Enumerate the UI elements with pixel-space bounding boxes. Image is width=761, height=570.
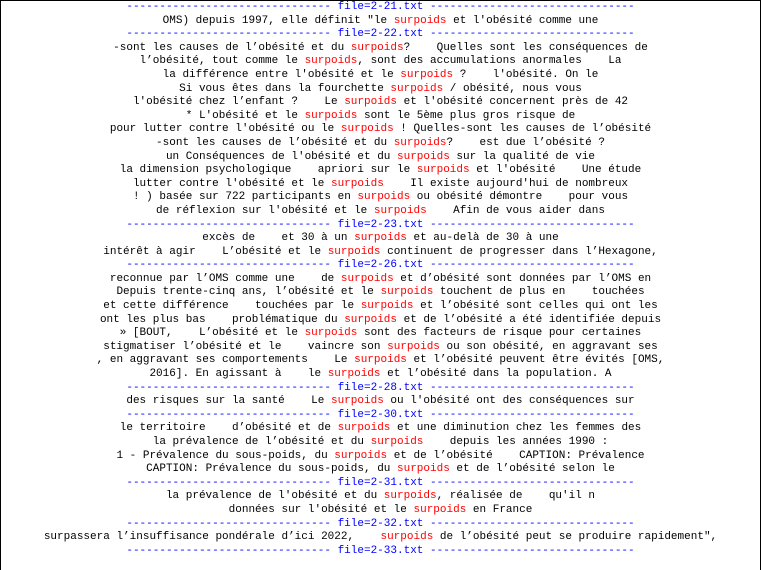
left-context: l'obésité chez l’enfant ? Le [132, 96, 345, 109]
right-context: ? est due l’obésité ? [446, 136, 605, 149]
keyword-highlight: surpoids [337, 422, 391, 435]
left-context: données sur l'obésité et le [228, 503, 414, 516]
left-context: -sont les causes de l’obésité et du [156, 136, 394, 149]
right-context: et de l’obésité CAPTION: Prévalence [387, 449, 645, 462]
concordance-line [1, 15, 760, 29]
concordance-line [1, 504, 760, 518]
right-context: et au-delà de 30 à une [406, 232, 559, 245]
file-separator: ------------------------------- file=2-22.txt ------------------------------- [126, 28, 635, 41]
concordance-line [1, 422, 760, 436]
right-context: et une diminution chez les femmes des [390, 422, 642, 435]
keyword-highlight: surpoids [354, 354, 407, 367]
concordance-line [1, 83, 760, 97]
keyword-highlight: surpoids [350, 41, 404, 54]
file-separator: ------------------------------- file=2-23.txt ------------------------------- [126, 218, 635, 231]
keyword-highlight: surpoids [330, 177, 384, 190]
left-context: de réflexion sur l'obésité et le [156, 204, 374, 217]
concordance-line [1, 395, 760, 409]
keyword-highlight: surpoids [344, 313, 397, 326]
concordance-line [1, 341, 760, 355]
right-context: touchent de plus en touchées [433, 286, 645, 299]
right-context: continuent de progresser dans l’Hexagone, [380, 245, 658, 258]
concordance-line [1, 531, 760, 545]
right-context: et l’obésité dans la population. A [380, 368, 612, 381]
left-context: pour lutter contre l'obésité ou le [109, 123, 341, 136]
right-context: ? Quelles sont les conséquences de [403, 41, 648, 54]
right-context: ? l'obésité. On le [453, 68, 599, 81]
file-separator: ------------------------------- file=2-26.txt ------------------------------- [126, 259, 635, 272]
keyword-highlight: surpoids [380, 286, 434, 299]
left-context: la dimension psychologique apriori sur le [119, 164, 417, 177]
keyword-highlight: surpoids [393, 14, 447, 27]
keyword-highlight: surpoids [383, 490, 437, 503]
right-context: , réalisée de qu'il n [436, 490, 596, 503]
keyword-highlight: surpoids [340, 272, 394, 285]
right-context: Afin de vous aider dans [426, 204, 605, 217]
left-context: 1 - Prévalence du sous-poids, du [116, 449, 335, 462]
left-context: reconnue par l’OMS comme une de [109, 272, 341, 285]
concordance-line [1, 205, 760, 219]
keyword-highlight: surpoids [340, 123, 394, 136]
left-context: , en aggravant ses comportements Le [96, 354, 355, 367]
right-context: et de l’obésité selon le [449, 463, 615, 476]
right-context: , sont des accumulations anormales La [357, 55, 622, 68]
left-context: lutter contre l'obésité et le [132, 177, 331, 190]
file-separator: ------------------------------- file=2-28.txt ------------------------------- [126, 381, 635, 394]
keyword-highlight: surpoids [304, 327, 358, 340]
left-context: Depuis trente-cinq ans, l’obésité et le [116, 286, 381, 299]
keyword-highlight: surpoids [390, 82, 444, 95]
concordance-line [1, 151, 760, 165]
concordance-line [1, 273, 760, 287]
left-context: OMS) depuis 1997, elle définit "le [162, 14, 394, 27]
concordance-line [1, 450, 760, 464]
concordance-line [1, 178, 760, 192]
concordance-lines [1, 1, 760, 558]
concordance-line [1, 246, 760, 260]
concordance-line [1, 232, 760, 246]
left-context: 2016]. En agissant à le [149, 368, 328, 381]
file-separator: ------------------------------- file=2-33.txt ------------------------------- [126, 544, 635, 557]
keyword-highlight: surpoids [400, 68, 454, 81]
file-separator: ------------------------------- file=2-31.txt ------------------------------- [126, 476, 635, 489]
right-context: et d’obésité sont données par l’OMS en [393, 272, 652, 285]
concordance-line [1, 354, 760, 368]
file-separator: ------------------------------- file=2-32.txt ------------------------------- [126, 517, 635, 530]
concordance-line [1, 55, 760, 69]
file-separator: ------------------------------- file=2-21.txt ------------------------------- [126, 1, 635, 13]
keyword-highlight: surpoids [304, 109, 358, 122]
left-context: excès de et 30 à un [202, 232, 355, 245]
right-context: et l'obésité comme une [446, 14, 599, 27]
concordance-line [1, 110, 760, 124]
right-context: ! Quelles-sont les causes de l’obésité [393, 123, 652, 136]
left-context: -sont les causes de l’obésité et du [113, 41, 351, 54]
concordance-line [1, 436, 760, 450]
left-context: * L'obésité et le [185, 109, 305, 122]
concordance-line [1, 327, 760, 341]
keyword-highlight: surpoids [334, 449, 388, 462]
left-context: ! ) basée sur 722 participants en [132, 191, 358, 204]
concordance-line [1, 164, 760, 178]
keyword-highlight: surpoids [330, 395, 384, 408]
concordance-line [1, 69, 760, 83]
keyword-highlight: surpoids [416, 164, 470, 177]
file-separator: ------------------------------- file=2-30.txt ------------------------------- [126, 408, 635, 421]
keyword-highlight: surpoids [397, 463, 450, 476]
right-context: sont le 5ème plus gros risque de [357, 109, 576, 122]
concordance-line [1, 300, 760, 314]
left-context: intérêt à agir L’obésité et le [103, 245, 328, 258]
keyword-highlight: surpoids [413, 503, 467, 516]
right-context: sont des facteurs de risque pour certaines [357, 327, 642, 340]
concordance-line [1, 463, 760, 477]
left-context: CAPTION: Prévalence du sous-poids, du [146, 463, 397, 476]
right-context: ou son obésité, en aggravant ses [439, 340, 658, 353]
keyword-highlight: surpoids [387, 340, 440, 353]
keyword-highlight: surpoids [380, 531, 434, 544]
keyword-highlight: surpoids [357, 191, 411, 204]
right-context: et l'obésité concernent près de 42 [397, 96, 629, 109]
keyword-highlight: surpoids [327, 245, 381, 258]
right-context: de l’obésité peut se produire rapidement", [433, 531, 718, 544]
left-context: un Conséquences de l'obésité et du [165, 150, 397, 163]
right-context: et l’obésité peuvent être évités [OMS, [406, 354, 665, 367]
concordance-line [1, 286, 760, 300]
keyword-highlight: surpoids [370, 436, 424, 448]
keyword-highlight: surpoids [360, 300, 414, 313]
concordance-line [1, 191, 760, 205]
left-context: l’obésité, tout comme le [139, 55, 305, 68]
left-context: surpassera l’insuffisance pondérale d’ici 2022, [43, 531, 381, 544]
right-context: depuis les années 1990 : [423, 436, 609, 448]
right-context: Il existe aujourd'hui de nombreux [383, 177, 629, 190]
concordance-line [1, 96, 760, 110]
left-context: stigmatiser l’obésité et le vaincre son [103, 340, 388, 353]
right-context: et l'obésité Une étude [469, 164, 642, 177]
left-context: la prévalence de l’obésité et du [152, 436, 371, 448]
left-context: des risques sur la santé Le [126, 395, 331, 408]
left-context: la prévalence de l'obésité et du [165, 490, 384, 503]
keyword-highlight: surpoids [354, 232, 407, 245]
right-context: ou l'obésité ont des conséquences sur [383, 395, 635, 408]
right-context: / obésité, nous vous [443, 82, 582, 95]
left-context: la différence entre l'obésité et le [162, 68, 401, 81]
concordance-line [1, 123, 760, 137]
keyword-highlight: surpoids [327, 368, 381, 381]
right-context: ou obésité démontre pour vous [410, 191, 629, 204]
concordance-line [1, 490, 760, 504]
keyword-highlight: surpoids [397, 150, 450, 163]
left-context: le territoire d’obésité et de [119, 422, 338, 435]
left-context: » [BOUT, L’obésité et le [119, 327, 305, 340]
right-context: et de l’obésité a été identifiée depuis [397, 313, 662, 326]
left-context: ont les plus bas problématique du [99, 313, 345, 326]
keyword-highlight: surpoids [304, 55, 358, 68]
left-context: et cette différence touchées par le [103, 300, 361, 313]
concordance-line [1, 137, 760, 151]
keyword-highlight: surpoids [373, 204, 427, 217]
right-context: et l’obésité sont celles qui ont les [413, 300, 658, 313]
concordance-line [1, 368, 760, 382]
concordance-line [1, 314, 760, 328]
concordance-line [1, 42, 760, 56]
left-context: Si vous êtes dans la fourchette [179, 82, 391, 95]
right-context: sur la qualité de vie [449, 150, 596, 163]
right-context: en France [466, 503, 533, 516]
keyword-highlight: surpoids [393, 136, 447, 149]
keyword-highlight: surpoids [344, 96, 397, 109]
